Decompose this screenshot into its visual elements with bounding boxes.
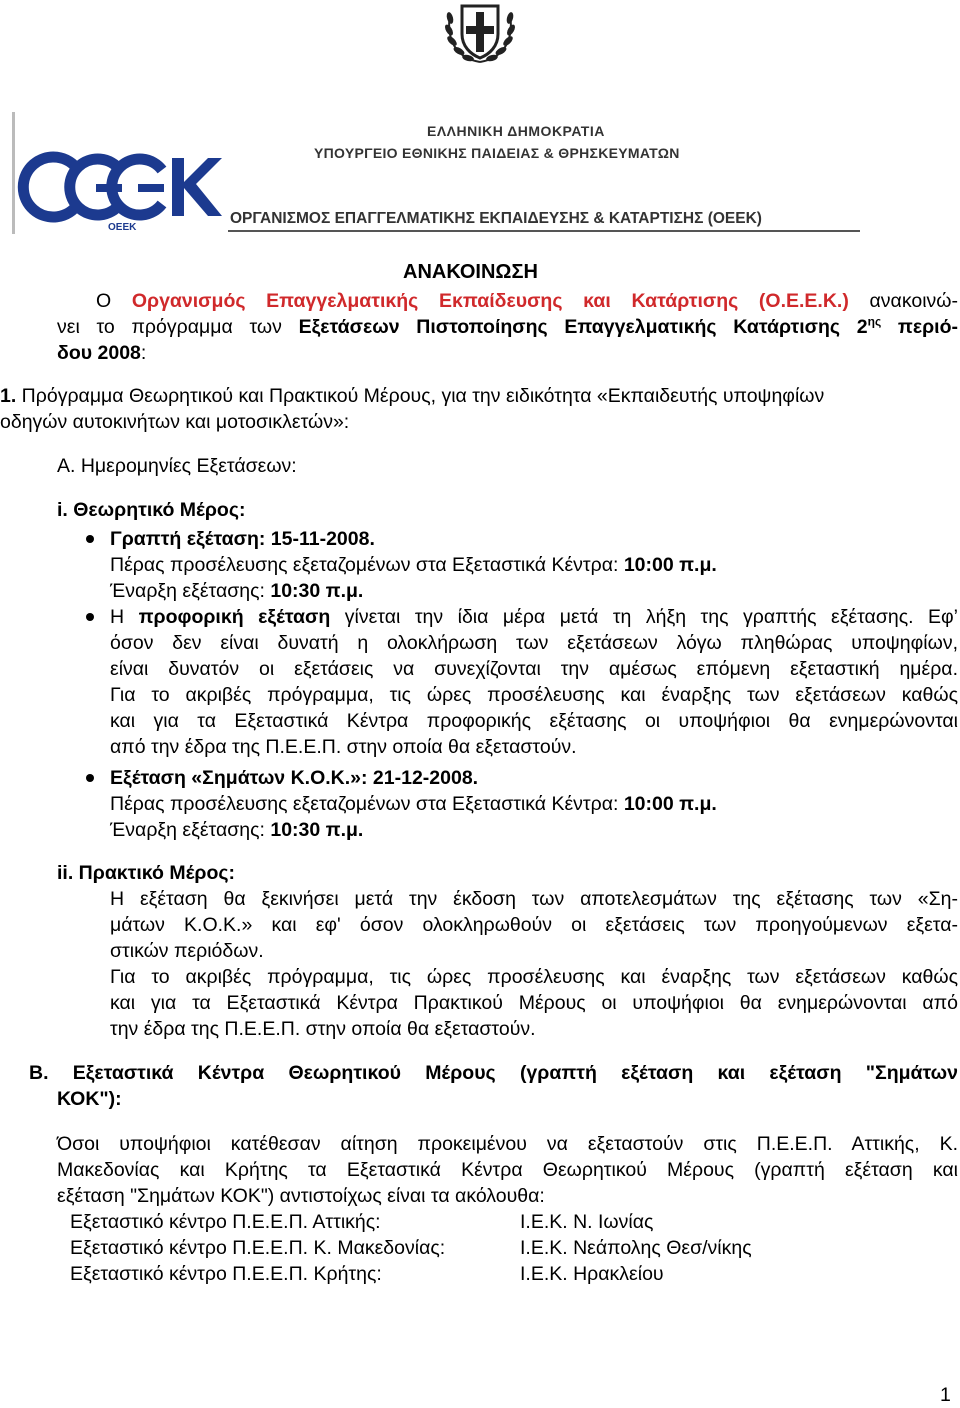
signs-exam-title: Εξέταση «Σημάτων Κ.Ο.Κ.»: 21-12-2008. [110, 767, 479, 789]
intro-line-2: νει το πρόγραμμα των Εξετάσεων Πιστοποίησης Επαγγελματικής Κατάρτισης $2^{\eta\varsigma}$ περιό- [57, 314, 958, 338]
oral-exam-line-6: από την έδρα της Π.Ε.Ε.Π. στην οποία θα εξεταστούν. [110, 736, 577, 758]
theory-heading: i. Θεωρητικό Μέρος: [57, 499, 246, 521]
practical-line-1: Η εξέταση θα ξεκινήσει μετά την έκδοση των αποτελεσμάτων της εξέτασης των «Ση- [110, 888, 958, 910]
oeek-logo [12, 112, 227, 234]
center-row [70, 1209, 950, 1235]
bullet-icon [86, 535, 94, 543]
center-row [70, 1261, 950, 1287]
header-organization: ΟΡΓΑΝΙΣΜΟΣ ΕΠΑΓΓΕΛΜΑΤΙΚΗΣ ΕΚΠΑΙΔΕΥΣΗΣ & ΚΑΤΑΡΤΙΣΗΣ (ΟΕΕΚ) [230, 210, 762, 227]
centers-intro-line-3: εξέταση "Σημάτων ΚΟΚ") αντιστοίχως είναι τα ακόλουθα: [57, 1185, 545, 1207]
practical-line-3: στικών περιόδων. [110, 940, 264, 962]
center-value: Ι.Ε.Κ. Ηρακλείου [520, 1263, 664, 1285]
practical-line-6: την έδρα της Π.Ε.Ε.Π. στην οποία θα εξεταστούν. [110, 1018, 536, 1040]
header-rule [228, 230, 860, 232]
centers-intro-line-2: Μακεδονίας και Κρήτης τα Εξεταστικά Κέντρα Θεωρητικού Μέρους (γραπτή εξέταση και [57, 1159, 958, 1181]
centers-intro-line-1: Όσοι υποψήφιοι κατέθεσαν αίτηση προκειμένου να εξεταστούν στις Π.Ε.Ε.Π. Αττικής, Κ. [57, 1133, 958, 1155]
center-label: Εξεταστικό κέντρο Π.Ε.Ε.Π. Κ. Μακεδονίας: [70, 1237, 446, 1259]
written-exam-arrival: Πέρας προσέλευσης εξεταζομένων στα Εξεταστικά Κέντρα: 10:00 π.μ. [110, 554, 717, 576]
page-title: ΑΝΑΚΟΙΝΩΣΗ [403, 261, 538, 283]
center-value: Ι.Ε.Κ. Νεάπολης Θεσ/νίκης [520, 1237, 752, 1259]
section-1-line-2: οδηγών αυτοκινήτων και μοτοσικλετών»: [0, 411, 350, 433]
subheading-b-line-2: ΚΟΚ"): [57, 1088, 122, 1110]
practical-line-2: μάτων Κ.Ο.Κ.» και εφ' όσον ολοκληρωθούν οι εξετάσεις των προηγούμενων εξετα- [110, 914, 958, 936]
practical-line-4: Για το ακριβές πρόγραμμα, τις ώρες προσέλευσης και έναρξης των εξετάσεων καθώς [110, 966, 958, 988]
practical-line-5: και για τα Εξεταστικά Κέντρα Πρακτικού Μέρους οι υποψήφιοι θα ενημερώνονται από [110, 992, 958, 1014]
oral-exam-line-5: και για τα Εξεταστικά Κέντρα προφορικής εξέτασης οι υποψήφιοι θα ενημερώνονται [110, 710, 958, 732]
written-exam-start: Έναρξη εξέτασης: 10:30 π.μ. [110, 580, 364, 602]
subheading-b-line-1: Β. Εξεταστικά Κέντρα Θεωρητικού Μέρους (γραπτή εξέταση και εξέταση "Σημάτων [29, 1062, 958, 1084]
center-value: Ι.Ε.Κ. Ν. Ιωνίας [520, 1211, 654, 1233]
practical-heading: ii. Πρακτικό Μέρος: [57, 862, 236, 884]
section-1-line-1: 1. Πρόγραμμα Θεωρητικού και Πρακτικού Μέρους, για την ειδικότητα «Εκπαιδευτής υποψηφίων [0, 385, 825, 407]
header-ministry: ΥΠΟΥΡΓΕΙΟ ΕΘΝΙΚΗΣ ΠΑΙΔΕΙΑΣ & ΘΡΗΣΚΕΥΜΑΤΩΝ [314, 145, 680, 161]
header-republic: ΕΛΛΗΝΙΚΗ ΔΗΜΟΚΡΑΤΙΑ [427, 123, 605, 139]
bullet-icon [86, 774, 94, 782]
logo-text: ΟΕΕΚ [108, 222, 137, 233]
oral-exam-line-1: Η προφορική εξέταση γίνεται την ίδια μέρα μετά τη λήξη της γραπτής εξέτασης. Εφ’ [110, 606, 959, 628]
intro-line-3: δου 2008: [57, 342, 147, 364]
greek-coat-of-arms-icon [436, 0, 524, 66]
page-number: 1 [940, 1384, 951, 1406]
signs-exam-start: Έναρξη εξέτασης: 10:30 π.μ. [110, 819, 364, 841]
intro-line-1: Ο Οργανισμός Επαγγελματικής Εκπαίδευσης και Κατάρτισης (Ο.Ε.Ε.Κ.) ανακοινώ- [96, 290, 958, 312]
oral-exam-line-2: όσον δεν είναι δυνατή η ολοκλήρωση των εξετάσεων λόγω πληθώρας υποψηφίων, [110, 632, 958, 654]
center-label: Εξεταστικό κέντρο Π.Ε.Ε.Π. Αττικής: [70, 1211, 381, 1233]
oral-exam-line-3: είναι δυνατόν οι εξετάσεις να συνεχίζονται την αμέσως επόμενη εξεταστική ημέρα. [110, 658, 958, 680]
written-exam-title: Γραπτή εξέταση: 15-11-2008. [110, 528, 375, 550]
center-row [70, 1235, 950, 1261]
bullet-icon [86, 613, 94, 621]
subheading-a: Α. Ημερομηνίες Εξετάσεων: [57, 455, 297, 477]
center-label: Εξεταστικό κέντρο Π.Ε.Ε.Π. Κρήτης: [70, 1263, 382, 1285]
signs-exam-arrival: Πέρας προσέλευσης εξεταζομένων στα Εξεταστικά Κέντρα: 10:00 π.μ. [110, 793, 717, 815]
oral-exam-line-4: Για το ακριβές πρόγραμμα, τις ώρες προσέλευσης και έναρξης των εξετάσεων καθώς [110, 684, 958, 706]
